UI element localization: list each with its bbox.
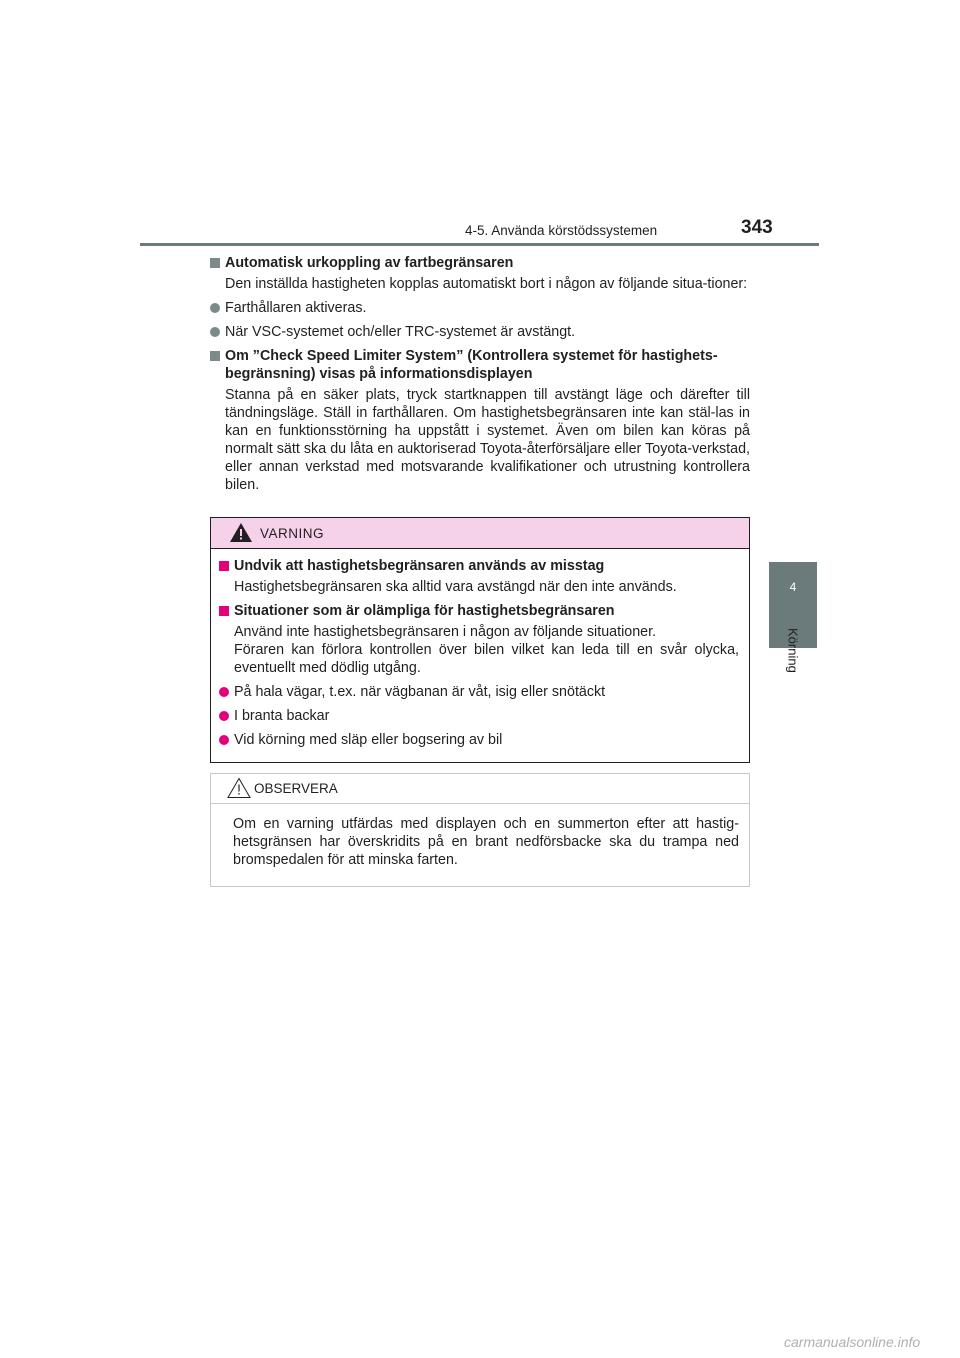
chapter-number: 4 xyxy=(789,580,797,594)
list-item: När VSC-systemet och/eller TRC-systemet är avstängt. xyxy=(210,323,750,341)
warning-text-unsuitable: Använd inte hastighetsbegränsaren i någon av följande situationer. xyxy=(234,624,657,640)
list-item: Vid körning med släp eller bogsering av bil xyxy=(219,731,739,749)
notice-text: Om en varning utfärdas med displayen och en summerton efter att hastig-hetsgränsen har överskridits på en brant nedförsbacke ska du trampa ned bromspedalen för att minska farten. xyxy=(233,816,739,868)
warning-title: VARNING xyxy=(260,526,325,541)
warning-box xyxy=(210,517,750,763)
square-bullet-icon xyxy=(219,561,229,571)
round-bullet-icon xyxy=(210,327,220,337)
warning-header xyxy=(211,518,749,549)
square-bullet-icon xyxy=(210,258,220,268)
round-bullet-icon xyxy=(210,303,220,313)
caution-triangle-icon xyxy=(227,777,251,799)
page-number: 343 xyxy=(741,217,773,238)
section-title: 4-5. Använda körstödssystemen xyxy=(465,223,658,238)
warning-text-consequence: Föraren kan förlora kontrollen över bilen vilket kan leda till en svår olycka, eventuellt med dödlig utgång. xyxy=(234,642,739,676)
square-bullet-icon xyxy=(219,606,229,616)
section-text-check-system: Stanna på en säker plats, tryck startknappen till avstängt läge och därefter till tändningsläge. Ställ in farthållaren. Om hastighetsbegränsaren inte kan stäl-las in kan en funktionsstörning ha uppstått i systemet. Även om bilen kan köras på normalt sätt ska du låta en auktoriserad Toyota-återförsäljare eller Toyota-verkstad, eller annan verkstad med motsvarande kvalifikationer och utrustning kontrollera bilen. xyxy=(225,387,750,493)
section-heading-auto-disengage: Automatisk urkoppling av fartbegränsaren xyxy=(210,254,750,272)
header-divider xyxy=(140,243,819,246)
chapter-label-container xyxy=(768,628,818,688)
warning-text-misuse: Hastighetsbegränsaren ska alltid vara avstängd när den inte används. xyxy=(234,579,677,595)
section-text-auto-disengage: Den inställda hastigheten kopplas automatiskt bort i någon av följande situa-tioner: xyxy=(225,276,748,292)
page-header xyxy=(0,0,960,250)
watermark: carmanualsonline.info xyxy=(784,1334,921,1350)
warning-triangle-icon xyxy=(229,522,253,543)
list-item: På hala vägar, t.ex. när vägbanan är våt, isig eller snötäckt xyxy=(219,683,739,701)
warning-heading-misuse: Undvik att hastighetsbegränsaren används av misstag xyxy=(219,557,739,575)
notice-header xyxy=(211,774,749,804)
notice-title: OBSERVERA xyxy=(254,781,338,796)
main-content xyxy=(210,254,750,494)
square-bullet-icon xyxy=(210,351,220,361)
list-item: Farthållaren aktiveras. xyxy=(210,299,750,317)
round-bullet-icon xyxy=(219,735,229,745)
chapter-label: Körning xyxy=(785,628,801,673)
warning-body xyxy=(211,549,749,749)
list-item: I branta backar xyxy=(219,707,739,725)
section-heading-check-system: Om ”Check Speed Limiter System” (Kontrollera systemet för hastighets-begränsning) visas på informationsdisplayen xyxy=(210,347,750,383)
warning-heading-unsuitable: Situationer som är olämpliga för hastighetsbegränsaren xyxy=(219,602,739,620)
notice-box xyxy=(210,773,750,887)
round-bullet-icon xyxy=(219,711,229,721)
round-bullet-icon xyxy=(219,687,229,697)
